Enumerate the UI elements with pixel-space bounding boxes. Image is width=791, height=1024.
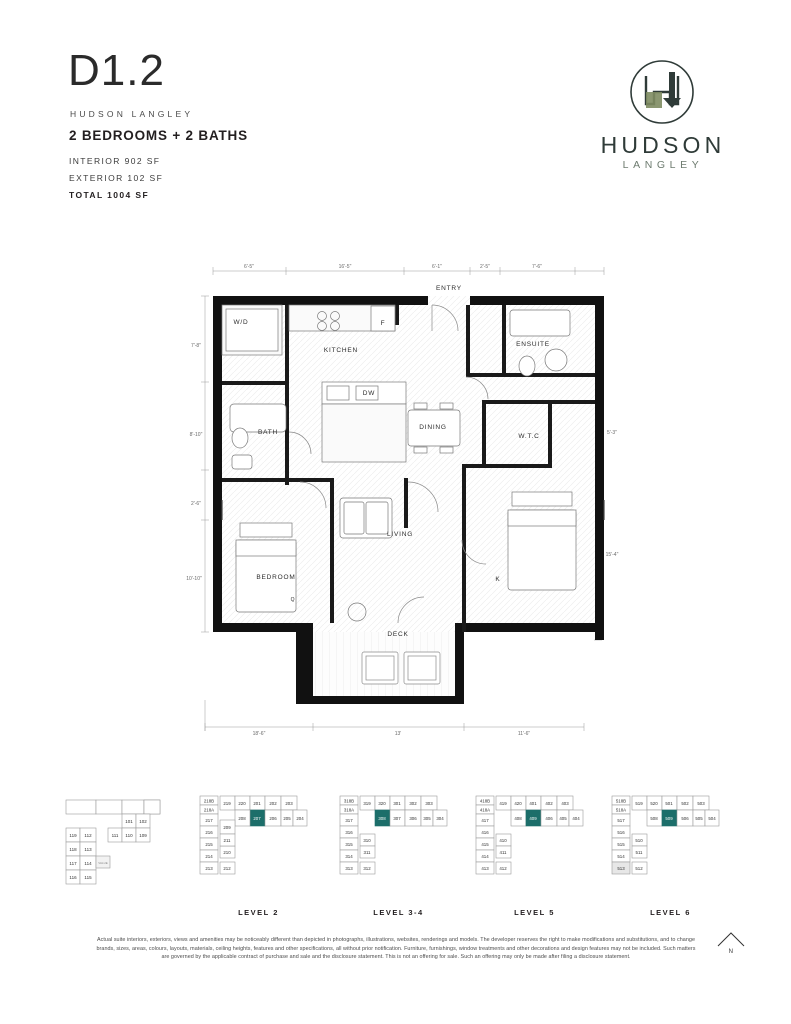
project-subtitle: HUDSON LANGLEY [70,109,194,119]
svg-text:413: 413 [481,866,489,871]
svg-text:319: 319 [363,801,371,806]
total-area: TOTAL 1004 SF [69,190,150,200]
svg-text:409: 409 [529,816,537,821]
svg-text:18'-6": 18'-6" [252,731,266,737]
svg-text:210: 210 [223,850,231,855]
svg-text:VALUE: VALUE [98,861,108,865]
room-label-entry: ENTRY [436,285,462,292]
keyplan-level-2[interactable] [196,780,321,917]
svg-text:304: 304 [436,816,444,821]
keyplan-highlight-unit: 207 [253,816,261,821]
svg-text:110: 110 [125,833,133,838]
svg-text:517: 517 [617,818,625,823]
svg-text:320: 320 [378,801,386,806]
svg-text:311: 311 [363,850,371,855]
svg-text:420: 420 [514,801,522,806]
svg-text:502: 502 [681,801,689,806]
svg-text:305: 305 [423,816,431,821]
svg-text:310: 310 [363,838,371,843]
svg-text:15'-4": 15'-4" [605,552,619,558]
svg-text:412: 412 [499,866,507,871]
svg-text:214: 214 [205,854,213,859]
svg-text:503: 503 [697,801,705,806]
svg-text:16'-5": 16'-5" [338,264,352,270]
keyplan-label-4: LEVEL 6 [650,908,691,917]
svg-text:205: 205 [283,816,291,821]
svg-text:213: 213 [205,866,213,871]
keyplan-level-1[interactable] [60,780,170,905]
svg-text:408: 408 [514,816,522,821]
room-label-wtc: W.T.C [518,433,540,440]
svg-text:201: 201 [253,801,261,806]
svg-text:318B: 318B [343,798,355,804]
svg-text:220: 220 [238,801,246,806]
svg-text:8'-10": 8'-10" [189,432,203,438]
svg-text:318A: 318A [343,807,355,813]
svg-text:417: 417 [481,818,489,823]
svg-text:7'-6": 7'-6" [532,264,542,270]
svg-text:6'-5": 6'-5" [244,264,254,270]
svg-text:419: 419 [499,801,507,806]
svg-text:219: 219 [223,801,231,806]
north-arrow-icon [714,930,748,962]
svg-text:218A: 218A [203,807,215,813]
disclaimer-text: Actual suite interiors, exteriors, views and amenities may be noticeably different than depicted in photographs, illustrations, websites, renderings and models. The developer reserves the right to make modifications and substitutions, and to change brands, sizes, areas, colours, layouts, materials, ceiling heights, features and other specifications, all without prior notification. Furniture, furnishings, window treatments and other decorations and design features may not be included. Such matters are governed by the applicable contract of purchase and sale and the disclosure statement. This is not an offering for sale. Such an offering may only be made after filing a disclosure statement. [96,937,696,961]
svg-text:514: 514 [617,854,625,859]
svg-text:518A: 518A [615,807,627,813]
svg-text:504: 504 [708,816,716,821]
svg-text:512: 512 [635,866,643,871]
svg-text:316: 316 [345,830,353,835]
svg-text:418A: 418A [479,807,491,813]
svg-text:119: 119 [69,833,77,838]
svg-text:212: 212 [223,866,231,871]
svg-text:513: 513 [617,866,625,871]
room-label-f: F [380,320,386,327]
svg-text:308: 308 [378,816,386,821]
svg-text:414: 414 [481,854,489,859]
logo-subwordmark: LANGLEY [622,159,704,171]
svg-text:510: 510 [635,838,643,843]
room-label-q: Q [290,597,296,603]
svg-text:315: 315 [345,842,353,847]
svg-text:102: 102 [139,819,147,824]
svg-text:101: 101 [125,819,133,824]
svg-text:203: 203 [285,801,293,806]
svg-text:312: 312 [363,866,371,871]
page-title: D1.2 [68,46,165,95]
exterior-area: EXTERIOR 102 SF [69,173,164,183]
svg-text:217: 217 [205,818,213,823]
svg-text:114: 114 [84,861,92,866]
svg-text:307: 307 [393,816,401,821]
svg-text:117: 117 [69,861,77,866]
room-label-dw: DW [362,390,376,397]
svg-text:506: 506 [681,816,689,821]
svg-text:415: 415 [481,842,489,847]
room-label-k: K [495,576,501,583]
svg-text:118: 118 [69,847,77,852]
svg-text:204: 204 [296,816,304,821]
svg-text:112: 112 [84,833,92,838]
svg-text:7'-8": 7'-8" [191,343,201,349]
logo-wordmark: HUDSON [600,132,726,158]
keyplan-level-5[interactable] [472,780,597,917]
keyplan-label-1: LEVEL 2 [238,908,279,917]
svg-text:116: 116 [69,875,77,880]
svg-text:509: 509 [665,816,673,821]
svg-text:302: 302 [409,801,417,806]
svg-text:403: 403 [561,801,569,806]
svg-text:10'-10": 10'-10" [186,576,202,582]
svg-text:516: 516 [617,830,625,835]
svg-text:515: 515 [617,842,625,847]
svg-text:402: 402 [545,801,553,806]
svg-text:401: 401 [529,801,537,806]
svg-text:2'-5": 2'-5" [480,264,490,270]
svg-text:206: 206 [269,816,277,821]
room-label-bath: BATH [257,429,279,436]
svg-text:111: 111 [111,833,119,838]
room-label-ensuite: ENSUITE [516,341,550,348]
svg-text:410: 410 [499,838,507,843]
svg-text:211: 211 [223,838,231,843]
svg-text:405: 405 [559,816,567,821]
room-label-dining: DINING [419,424,447,431]
room-label-wd: W/D [233,319,249,326]
svg-text:109: 109 [139,833,147,838]
svg-text:11'-6": 11'-6" [517,731,531,737]
svg-text:411: 411 [499,850,507,855]
keyplan-level-3-4[interactable] [336,780,461,917]
svg-text:501: 501 [665,801,673,806]
room-label-living: LIVING [386,531,414,538]
beds-baths-label: 2 BEDROOMS + 2 BATHS [69,128,248,143]
svg-text:6'-1": 6'-1" [432,264,442,270]
keyplan-label-2: LEVEL 3-4 [373,908,424,917]
keyplan-level-6[interactable] [608,780,733,917]
compass-label: N [728,949,734,955]
svg-text:306: 306 [409,816,417,821]
svg-text:511: 511 [635,850,643,855]
svg-text:313: 313 [345,866,353,871]
svg-text:505: 505 [695,816,703,821]
svg-text:2'-6": 2'-6" [191,501,201,507]
svg-text:218B: 218B [203,798,215,804]
svg-text:518B: 518B [615,798,627,804]
room-label-bedroom: BEDROOM [256,574,296,581]
svg-text:113: 113 [84,847,92,852]
svg-text:216: 216 [205,830,213,835]
svg-text:317: 317 [345,818,353,823]
svg-text:519: 519 [635,801,643,806]
svg-text:314: 314 [345,854,353,859]
svg-text:404: 404 [572,816,580,821]
svg-text:508: 508 [650,816,658,821]
svg-text:406: 406 [545,816,553,821]
svg-text:209: 209 [223,825,231,830]
svg-text:115: 115 [84,875,92,880]
svg-text:202: 202 [269,801,277,806]
svg-text:208: 208 [238,816,246,821]
svg-text:13': 13' [394,731,402,737]
interior-area: INTERIOR 902 SF [69,156,161,166]
svg-text:418B: 418B [479,798,491,804]
svg-text:303: 303 [425,801,433,806]
keyplan-label-3: LEVEL 5 [514,908,555,917]
key-plans [0,780,791,925]
svg-text:301: 301 [393,801,401,806]
room-label-kitchen: KITCHEN [323,347,359,354]
room-label-deck: DECK [387,631,409,638]
svg-text:416: 416 [481,830,489,835]
svg-text:5'-3": 5'-3" [607,430,617,436]
svg-text:215: 215 [205,842,213,847]
svg-text:520: 520 [650,801,658,806]
